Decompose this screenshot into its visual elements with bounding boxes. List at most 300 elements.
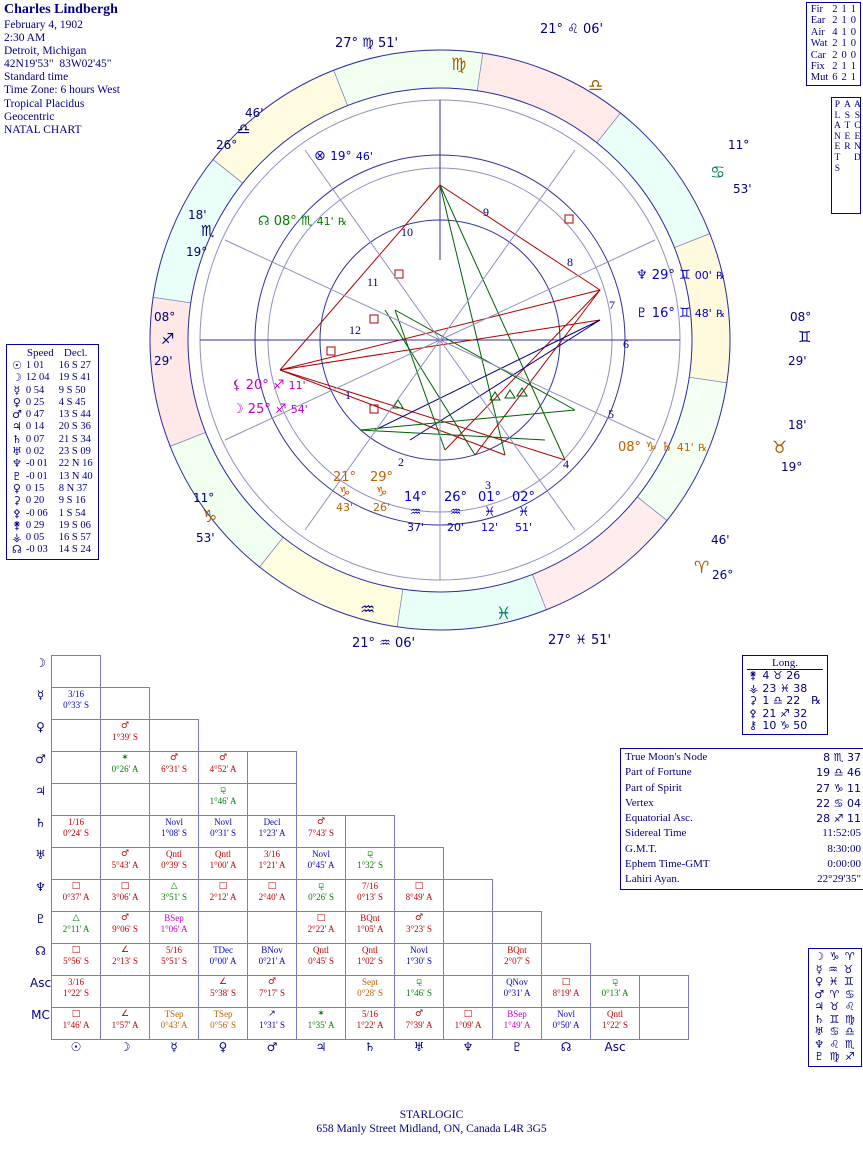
planet-moon	[232, 402, 308, 417]
header-line-5: Time Zone: 6 hours West	[4, 84, 120, 97]
aspect-cell[interactable]	[52, 944, 101, 976]
planet-glyph: ♀	[12, 481, 21, 495]
speed-row	[10, 372, 95, 384]
node-retro: ℞	[337, 217, 347, 228]
aspect-type: □	[218, 881, 228, 891]
aspect-type: ♂	[415, 1009, 424, 1019]
zodiac-label: 29'	[788, 354, 807, 368]
element-row	[809, 61, 858, 72]
aspect-cell[interactable]	[101, 752, 150, 784]
neptune-minute: 00'	[694, 269, 712, 282]
aspect-type: BQnt	[507, 945, 527, 955]
aspect-orb: 7°43' S	[308, 827, 335, 838]
aspect-cell[interactable]	[346, 912, 395, 944]
speed-value: 0 25	[25, 396, 45, 408]
aspect-cell[interactable]	[346, 848, 395, 880]
aspect-orb: 3°06' A	[111, 891, 139, 902]
legend-planets: P L A N E T S	[834, 100, 841, 174]
aspect-cell[interactable]	[346, 816, 395, 848]
speed-value: 0 54	[25, 384, 45, 396]
moon-sign: ♐	[274, 402, 287, 417]
aspect-cell[interactable]	[248, 976, 297, 1008]
house-cusp-9: 9	[483, 205, 489, 219]
aspect-cell[interactable]	[101, 784, 150, 816]
aspect-orb: 0°31' S	[210, 827, 237, 838]
element-asteroids: 0	[841, 49, 847, 61]
aspect-cell[interactable]	[297, 944, 346, 976]
info-value: 27 ♑ 11	[816, 781, 861, 795]
zodiac-label: 53'	[196, 531, 215, 545]
venus-sign: ♒	[449, 505, 462, 520]
uranus-degree: 02°	[512, 490, 536, 505]
speed-value: 0 05	[25, 532, 45, 544]
aspect-cell[interactable]	[248, 912, 297, 944]
info-label: Ephem Time-GMT	[625, 858, 710, 871]
element-row	[809, 27, 858, 38]
aspect-col-glyph: ☽	[119, 1040, 131, 1054]
longitudes-box	[742, 655, 828, 735]
header-line-8: NATAL CHART	[4, 123, 82, 136]
element-ascendant: 1	[850, 4, 856, 15]
aspect-cell[interactable]	[395, 912, 444, 944]
aspect-orb: 4°52' A	[209, 763, 237, 774]
speed-row	[10, 471, 95, 483]
zodiac-label: 26°	[712, 568, 734, 582]
aspect-type: Novl	[312, 849, 331, 859]
aspect-col-glyph: ♄	[364, 1040, 376, 1054]
sign-glyph-cancer: ♋	[710, 163, 726, 183]
speed-row	[10, 385, 95, 397]
speed-value: -0 06	[25, 507, 48, 519]
aspect-col-glyph: Asc	[604, 1040, 626, 1054]
aspect-cell[interactable]	[297, 1008, 346, 1040]
planet-glyph: ♂	[12, 408, 22, 422]
element-asteroids: 2	[841, 72, 847, 84]
info-value: 22°29'35"	[817, 873, 861, 886]
aspect-type: TSep	[164, 1009, 184, 1019]
aspect-cell[interactable]	[248, 944, 297, 976]
aspect-cell[interactable]	[444, 976, 493, 1008]
longitude-glyph: ⚳	[749, 694, 758, 708]
house-cusp-10: 10	[401, 225, 413, 239]
zodiac-label: 26°	[216, 138, 238, 152]
saturn-degree: 08°	[618, 440, 642, 455]
aspect-type: Novl	[165, 817, 184, 827]
aspect-type: Novl	[410, 945, 429, 955]
aspect-orb: 1°08' S	[161, 827, 188, 838]
pluto-degree: 16°	[651, 306, 675, 321]
element-row	[809, 4, 858, 15]
decl-header: Decl.	[63, 347, 88, 359]
aspect-type: TSep	[213, 1009, 233, 1019]
speed-value: 0 07	[25, 433, 45, 445]
aspect-cell[interactable]	[52, 976, 101, 1008]
aspect-cell[interactable]	[493, 976, 542, 1008]
aspect-row	[30, 752, 689, 784]
longitude-value: 10 ♑ 50	[762, 719, 808, 733]
aspect-orb: 1°32' S	[357, 859, 384, 870]
aspect-type: 7/16	[362, 881, 379, 891]
aspect-col-glyph: ♆	[462, 1040, 474, 1054]
aspect-row-glyph: ☊	[35, 943, 46, 958]
aspect-row-glyph: ♀	[36, 719, 45, 734]
aspect-cell[interactable]	[395, 880, 444, 912]
mars-degree: 29°	[370, 470, 394, 485]
aspect-cell[interactable]	[52, 1008, 101, 1040]
node-sign: ♏	[300, 214, 313, 229]
house-cusp-4: 4	[563, 457, 569, 471]
info-row	[624, 750, 862, 765]
aspect-orb: 1°46' A	[209, 795, 237, 806]
aspect-cell[interactable]	[150, 816, 199, 848]
aspect-type: ♂	[121, 913, 130, 923]
planet-pluto	[636, 306, 725, 321]
info-label: Lahiri Ayan.	[625, 873, 680, 886]
aspect-type: ♂	[317, 817, 326, 827]
info-value: 28 ♐ 11	[816, 812, 861, 826]
decl-value: 9 S 50	[58, 384, 86, 396]
aspect-orb: 1°02' S	[357, 955, 384, 966]
aspect-cell[interactable]	[52, 848, 101, 880]
aspect-cell[interactable]	[52, 816, 101, 848]
planet-glyph: ♆	[12, 457, 22, 471]
node-glyph: ☊	[258, 214, 270, 229]
aspect-cell[interactable]	[346, 976, 395, 1008]
info-value: 19 ♎ 46	[816, 766, 861, 780]
aspect-cell[interactable]	[493, 912, 542, 944]
element-ascendant: 0	[850, 26, 856, 38]
speed-value: 0 02	[25, 446, 45, 458]
aspect-cell[interactable]	[395, 976, 444, 1008]
aspect-cell[interactable]	[150, 944, 199, 976]
aspect-cell[interactable]	[101, 848, 150, 880]
aspect-row	[30, 784, 689, 816]
aspect-cell[interactable]	[542, 1008, 591, 1040]
aspect-cell[interactable]	[297, 816, 346, 848]
aspect-cell[interactable]	[52, 656, 101, 688]
house-cusp-2: 2	[398, 455, 404, 469]
element-column-legend	[831, 97, 861, 214]
aspect-type: ∠	[219, 977, 228, 987]
aspect-row-glyph: ♆	[35, 879, 46, 894]
aspect-type: Novl	[557, 1009, 576, 1019]
aspect-cell[interactable]	[52, 720, 101, 752]
aspect-orb: 7°39' A	[405, 1019, 433, 1030]
element-ascendant: 0	[850, 38, 856, 50]
node-degree: 08°	[273, 214, 297, 229]
aspect-cell[interactable]	[591, 976, 640, 1008]
aspect-cell[interactable]	[52, 912, 101, 944]
aspect-cell[interactable]	[52, 688, 101, 720]
sign-glyph-capricorn: ♑	[202, 507, 218, 527]
aspect-cell[interactable]	[199, 752, 248, 784]
speed-value: 1 01	[25, 360, 45, 371]
mars-minute: 26'	[373, 501, 391, 514]
aspect-cell[interactable]	[444, 912, 493, 944]
speed-row	[10, 508, 95, 520]
aspect-type: ♂	[170, 753, 179, 763]
aspect-orb: 0°26' A	[111, 763, 139, 774]
aspect-cell[interactable]	[395, 848, 444, 880]
aspect-cell[interactable]	[199, 976, 248, 1008]
aspect-cell[interactable]	[101, 688, 150, 720]
house-cusp-1: 1	[345, 388, 351, 402]
element-asteroids: 1	[841, 4, 847, 15]
planet-glyph: ♇	[12, 469, 22, 483]
aspect-cell[interactable]	[444, 944, 493, 976]
house-cusp-12: 12	[349, 323, 361, 337]
element-row	[809, 38, 858, 49]
aspect-orb: 6°31' S	[161, 763, 188, 774]
mercury-degree: 01°	[478, 490, 502, 505]
aspect-cell[interactable]	[150, 880, 199, 912]
aspect-orb: 1°22' A	[356, 1019, 384, 1030]
rulership-legend-box	[808, 948, 862, 1067]
neptune-glyph: ♆	[636, 268, 648, 283]
sign-glyph-libra-cusp: ♎	[237, 120, 251, 138]
aspect-cell[interactable]	[199, 912, 248, 944]
aspect-cell[interactable]	[52, 784, 101, 816]
saturn-glyph: ♄	[660, 440, 673, 455]
aspect-orb: 2°12' A	[209, 891, 237, 902]
decl-value: 19 S 06	[58, 519, 91, 531]
aspect-col-glyph: ☉	[70, 1040, 82, 1054]
moon-glyph: ☽	[232, 402, 244, 417]
aspect-cell[interactable]	[101, 816, 150, 848]
aspect-orb: 0°24' S	[63, 827, 90, 838]
aspect-cell[interactable]	[101, 944, 150, 976]
planet-glyph: ♅	[12, 445, 22, 459]
element-label: Ear	[810, 15, 826, 27]
jupiter-minute: 43'	[336, 501, 354, 514]
aspect-cell[interactable]	[199, 880, 248, 912]
house-cusp-5: 5	[608, 407, 614, 421]
aspect-cell[interactable]	[52, 880, 101, 912]
zodiac-label: 08°	[790, 310, 812, 324]
legend-line: ♀ ♓ ♊	[815, 975, 855, 988]
planet-glyph: ⚴	[12, 506, 21, 520]
aspect-orb: 5°51' S	[161, 955, 188, 966]
aspect-cell[interactable]	[150, 1008, 199, 1040]
header-line-6: Tropical Placidus	[4, 97, 85, 110]
speed-row	[10, 483, 95, 495]
aspect-cell[interactable]	[591, 1008, 640, 1040]
speed-value: 0 14	[25, 421, 45, 433]
element-planets: 2	[832, 4, 838, 15]
house-cusp-3: 3	[485, 478, 491, 492]
aspect-type: ♂	[415, 913, 424, 923]
aspect-cell[interactable]	[248, 1008, 297, 1040]
element-asteroids: 1	[841, 15, 847, 27]
aspect-cell[interactable]	[542, 976, 591, 1008]
aspect-cell[interactable]	[150, 976, 199, 1008]
zodiac-label: 18'	[788, 418, 807, 432]
header-line-7: Geocentric	[4, 110, 55, 123]
aspect-cell[interactable]	[199, 944, 248, 976]
aspect-orb: 1°06' A	[160, 923, 188, 934]
aspect-row	[30, 976, 689, 1008]
aspect-type: BSep	[507, 1009, 527, 1019]
aspect-row-glyph: ♂	[35, 751, 46, 766]
aspect-cell[interactable]	[248, 816, 297, 848]
decl-value: 13 N 40	[58, 470, 93, 482]
element-asteroids: 1	[841, 61, 847, 73]
aspect-cell[interactable]	[101, 720, 150, 752]
longitude-value: 23 ♓ 38	[762, 681, 808, 695]
aspect-cell[interactable]	[346, 1008, 395, 1040]
speed-header-row	[10, 347, 95, 360]
aspect-cell[interactable]	[640, 1008, 689, 1040]
aspect-type: ✶	[317, 1009, 325, 1019]
zodiac-label: 11°	[193, 491, 215, 505]
info-row	[624, 765, 862, 780]
aspect-orb: 0°13' A	[601, 987, 629, 998]
longitude-value: 4 ♉ 26	[762, 669, 801, 682]
aspect-cell[interactable]	[346, 880, 395, 912]
aspect-cell[interactable]	[199, 784, 248, 816]
sign-glyph-aquarius: ♒	[360, 600, 376, 620]
aspect-cell[interactable]	[297, 848, 346, 880]
aspect-orb: 1°49' A	[503, 1019, 531, 1030]
pof-glyph: ⊗	[314, 148, 326, 164]
aspect-col-glyph: ♅	[413, 1040, 425, 1054]
speed-value: 0 20	[25, 495, 45, 507]
element-label: Wat	[810, 38, 828, 50]
pof-minute: 46'	[355, 150, 373, 163]
info-value: 0:00:00	[827, 858, 861, 871]
element-asteroids: 1	[841, 26, 847, 38]
aspect-orb: 0°43' A	[160, 1019, 188, 1030]
aspect-cell[interactable]	[101, 912, 150, 944]
zodiac-label: 21° ♌ 06'	[540, 22, 604, 37]
info-row	[624, 872, 862, 887]
aspect-cell[interactable]	[395, 1008, 444, 1040]
aspect-cell[interactable]	[640, 976, 689, 1008]
aspect-cell[interactable]	[101, 976, 150, 1008]
aspect-type: ♂	[121, 721, 130, 731]
aspect-col-glyph: ☿	[170, 1040, 178, 1054]
aspect-orb: 8°19' A	[552, 987, 580, 998]
pluto-retro: ℞	[715, 309, 725, 320]
element-label: Car	[810, 49, 826, 61]
planet-glyph: ♄	[12, 432, 22, 446]
aspect-cell[interactable]	[150, 912, 199, 944]
sun-minute: 37'	[407, 521, 425, 534]
aspect-orb: 1°35' A	[307, 1019, 335, 1030]
aspect-col-glyph: ☊	[560, 1040, 572, 1054]
planet-glyph: ☿	[13, 383, 21, 397]
aspect-cell[interactable]	[199, 816, 248, 848]
aspect-cell[interactable]	[150, 752, 199, 784]
speed-row	[10, 434, 95, 446]
element-row	[809, 15, 858, 26]
planet-mercury	[478, 490, 501, 535]
aspect-row	[30, 912, 689, 944]
planet-jupiter	[333, 470, 356, 515]
zodiac-label: 53'	[733, 182, 752, 196]
aspect-type: ♂	[268, 977, 277, 987]
aspect-orb: 1°46' A	[62, 1019, 90, 1030]
aspect-orb: 0°26' S	[308, 891, 335, 902]
aspect-type: 1/16	[68, 817, 85, 827]
speed-header: Speed	[26, 347, 54, 359]
aspect-type: BSep	[164, 913, 184, 923]
aspect-cell[interactable]	[297, 880, 346, 912]
aspect-cell[interactable]	[395, 944, 444, 976]
speed-declination-table	[6, 344, 99, 560]
aspect-type: Sept	[362, 977, 379, 987]
aspect-row	[30, 720, 689, 752]
aspect-cell[interactable]	[199, 1008, 248, 1040]
aspect-cell[interactable]	[248, 880, 297, 912]
planet-glyph: ☽	[12, 371, 22, 385]
element-ascendant: 0	[850, 15, 856, 27]
pluto-minute: 48'	[694, 307, 712, 320]
aspect-type: 3/16	[264, 849, 281, 859]
aspect-type: □	[267, 881, 277, 891]
speed-row	[10, 446, 95, 458]
venus-minute: 20'	[447, 521, 465, 534]
element-asteroids: 1	[841, 38, 847, 50]
planet-node	[258, 214, 347, 229]
neptune-degree: 29°	[651, 268, 675, 283]
sign-glyph-virgo: ♍	[451, 55, 467, 75]
aspect-cell[interactable]	[444, 1008, 493, 1040]
aspect-orb: 8°49' A	[405, 891, 433, 902]
aspect-cell[interactable]	[248, 784, 297, 816]
aspect-cell[interactable]	[493, 1008, 542, 1040]
aspect-cell[interactable]	[297, 976, 346, 1008]
aspect-cell[interactable]	[248, 752, 297, 784]
planet-part-of-fortune	[314, 148, 373, 164]
aspect-orb: 0°50' A	[552, 1019, 580, 1030]
aspect-cell[interactable]	[101, 1008, 150, 1040]
info-label: Sidereal Time	[625, 827, 687, 840]
aspect-cell[interactable]	[52, 752, 101, 784]
aspect-cell[interactable]	[444, 880, 493, 912]
aspect-cell[interactable]	[542, 944, 591, 976]
moon-minute: 54'	[290, 403, 308, 416]
neptune-sign: ♊	[678, 268, 691, 283]
aspect-row	[30, 848, 689, 880]
aspect-orb: 2°11' A	[62, 923, 90, 934]
aspect-cell[interactable]	[346, 944, 395, 976]
aspect-cell[interactable]	[150, 784, 199, 816]
sign-glyph-taurus: ♉	[772, 438, 788, 458]
aspect-cell[interactable]	[101, 880, 150, 912]
planet-lilith	[232, 378, 306, 393]
aspect-type: ⚼	[415, 977, 423, 987]
aspect-row-glyph: ♅	[35, 847, 46, 862]
decl-value: 8 N 37	[58, 482, 88, 494]
aspect-row	[30, 688, 689, 720]
aspect-cell[interactable]	[297, 912, 346, 944]
legend-line: ♄ ♊ ♍	[814, 1012, 856, 1026]
aspect-cell[interactable]	[199, 848, 248, 880]
aspect-cell[interactable]	[150, 848, 199, 880]
planet-glyph: ♃	[12, 420, 22, 434]
aspect-orb: 0°37' A	[62, 891, 90, 902]
aspect-cell[interactable]	[248, 848, 297, 880]
lilith-degree: 20°	[245, 378, 269, 393]
longitude-row	[747, 695, 823, 708]
element-planets: 2	[832, 15, 838, 27]
aspect-orb: 0°39' S	[161, 859, 188, 870]
chart-subject-name: Charles Lindbergh	[4, 2, 118, 17]
aspect-cell[interactable]	[150, 720, 199, 752]
aspect-cell[interactable]	[493, 944, 542, 976]
legend-line: ♃ ♉ ♌	[814, 1000, 856, 1013]
